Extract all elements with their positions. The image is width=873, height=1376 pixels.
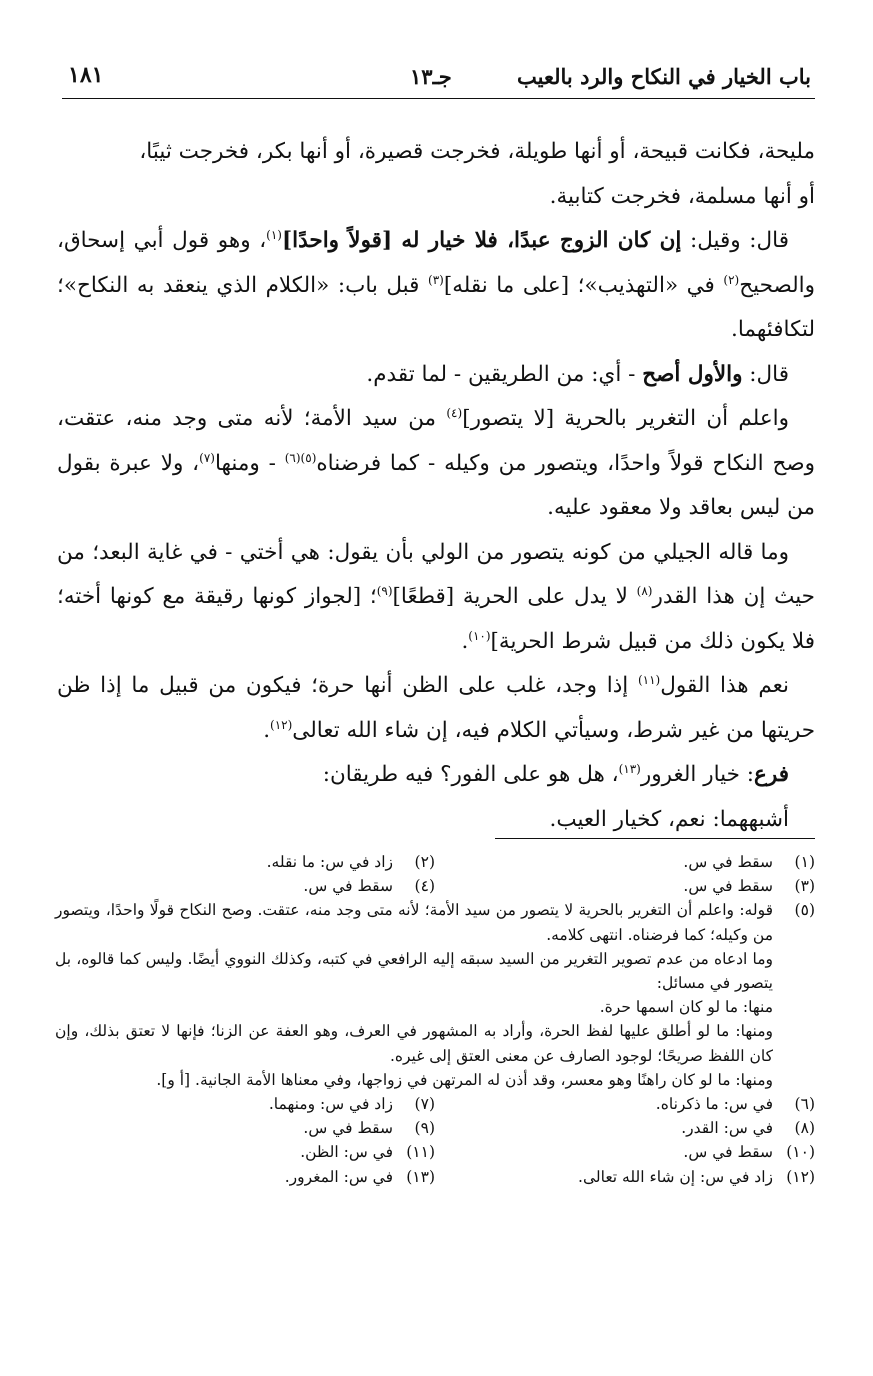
footnote-number: (٥) xyxy=(794,901,815,920)
footnote xyxy=(435,1165,815,1189)
footnote-ref: (٤) xyxy=(446,405,463,420)
footnote-text: وما ادعاه من عدم تصوير التغرير من السيد سبقه إليه الرافعي في كتبه، وكذلك النووي أيضًا. وليس كما قالوه، بل يتصور في مسائل: xyxy=(55,949,773,993)
paragraph-8: أشبههما: نعم، كخيار العيب. xyxy=(549,806,789,832)
bold-text: فرع xyxy=(754,762,789,787)
main-text xyxy=(57,130,815,842)
footnote-number: (١٠) xyxy=(786,1143,815,1162)
footnote-number: (٧) xyxy=(414,1095,435,1114)
text-run: : خيار الغرور xyxy=(640,762,755,787)
footnote-5-cont xyxy=(55,1019,815,1067)
footnote-text: ومنها: ما لو أطلق عليها لفظ الحرة، وأراد به المشهور في العرف، وهو العفة عن الزنا؛ فإنها لا تعتق بذلك، وإن كان اللفظ صريحًا؛ لوجود الصارف عن معنى العتق إلى غيره. xyxy=(55,1022,773,1065)
footnote xyxy=(55,874,435,898)
footnote-text: منها: ما لو كان اسمها حرة. xyxy=(599,998,773,1017)
text-run: ؛ [لجواز كونها رقيقة مع كونها أخته؛ فلا يكون ذلك من قبيل شرط الحرية] xyxy=(57,584,815,654)
paragraph-5 xyxy=(57,531,815,665)
footnote-text: ومنها: ما لو كان راهنًا وهو معسر، وقد أذن له المرتهن في زواجها، وفي معناها الأمة الجانية. [أ و]. xyxy=(156,1070,773,1089)
p1-line1: مليحة، فكانت قبيحة، أو أنها طويلة، فخرجت قصيرة، أو أنها بكر، فخرجت ثيبًا، xyxy=(139,139,815,164)
footnote-text: قوله: واعلم أن التغرير بالحرية لا يتصور من سيد الأمة؛ لأنه متى وجد منه، عتقت. وصح النكاح قولًا واحدًا، ويتصور من وكيله؛ كما فرضناه. انتهى كلامه. xyxy=(55,901,773,944)
footnote xyxy=(435,1140,815,1164)
footnote xyxy=(435,1116,815,1140)
footnote-number: (٣) xyxy=(794,877,815,896)
footnote-number: (٤) xyxy=(414,877,435,896)
paragraph-7 xyxy=(57,753,815,798)
spacer xyxy=(773,1019,815,1067)
footnote-row xyxy=(55,850,815,874)
volume-label: جـ١٣ xyxy=(410,64,452,89)
text-run: لا يدل على الحرية [قطعًا] xyxy=(392,584,637,609)
footnote-number: (١١) xyxy=(406,1143,435,1162)
paragraph-6 xyxy=(57,664,815,753)
text-run: - أي: من الطريقين - لما تقدم. xyxy=(366,361,643,387)
footnote-ref: (٧) xyxy=(199,450,215,465)
footnote-row xyxy=(55,874,815,898)
text-run: من سيد الأمة؛ لأنه متى وجد منه، عتقت، وصح النكاح قولاً واحدًا، ويتصور من وكيله - كما فرضناه xyxy=(57,406,816,476)
bold-text: والأول أصح xyxy=(642,361,743,387)
footnote-row xyxy=(55,1140,815,1164)
footnote-row xyxy=(55,1116,815,1140)
footnote xyxy=(435,1092,815,1116)
footnote-text: في س: الظن. xyxy=(300,1143,393,1162)
paragraph-3 xyxy=(57,353,815,398)
text-run: ، هل هو على الفور؟ فيه طريقان: xyxy=(322,762,619,787)
footnote-row xyxy=(55,1092,815,1116)
footnote-number: (٨) xyxy=(794,1119,815,1138)
footnote xyxy=(55,1092,435,1116)
footnote-ref: (١١) xyxy=(637,672,661,687)
footnote-separator xyxy=(495,838,815,839)
header-rule xyxy=(62,98,815,99)
footnote xyxy=(55,850,435,874)
text-run: إذا وجد، غلب على الظن أنها حرة؛ فيكون من قبيل ما إذا ظن حريتها من غير شرط، وسيأتي الكلام فيه، إن شاء الله تعالى xyxy=(57,673,815,743)
spacer xyxy=(773,947,815,995)
text-run: ، ولا عبرة بقول من ليس بعاقد ولا معقود عليه. xyxy=(57,450,815,520)
paragraph-4 xyxy=(57,397,815,531)
footnote-text: سقط في س. xyxy=(303,877,393,896)
paragraph-2 xyxy=(57,219,815,353)
bold-text: إن كان الزوج عبدًا، فلا خيار له [قولاً واحدًا] xyxy=(281,228,682,253)
footnote-text: زاد في س: إن شاء الله تعالى. xyxy=(578,1167,773,1186)
footnote-number: (١) xyxy=(794,853,815,871)
text-run: واعلم أن التغرير بالحرية [لا يتصور] xyxy=(462,406,790,431)
paragraph-1 xyxy=(57,130,815,219)
footnote-text: في س: ما ذكرناه. xyxy=(655,1095,773,1114)
footnote-ref: (١٣) xyxy=(618,761,641,776)
text-run: . xyxy=(461,628,469,654)
footnote-5 xyxy=(55,898,815,946)
footnote-ref: (١٠) xyxy=(468,628,491,643)
footnote-number: (٦) xyxy=(794,1095,815,1114)
text-run: وما قاله الجيلي من كونه يتصور من الولي بأن يقول: هي أختي - في غاية البعد؛ من حيث إن هذا القدر xyxy=(57,539,815,609)
footnote-number: (٩) xyxy=(414,1119,435,1138)
spacer xyxy=(773,1068,815,1092)
text-run: ، وهو قول أبي إسحاق، والصحيح xyxy=(57,228,816,298)
footnote-text: سقط في س. xyxy=(683,877,773,896)
text-run: في «التهذيب»؛ [على ما نقله] xyxy=(443,272,724,298)
p1-line2: أو أنها مسلمة، فخرجت كتابية. xyxy=(549,183,815,209)
footnote-ref: (١٢) xyxy=(270,717,293,732)
footnote-text: زاد في س: ومنهما. xyxy=(268,1095,393,1114)
footnote-text: سقط في س. xyxy=(303,1119,393,1138)
footnote-ref: (٥)(٦) xyxy=(284,450,317,465)
footnote-ref: (٢) xyxy=(723,272,740,287)
footnote-5-cont xyxy=(55,1068,815,1092)
footnote-text: في س: القدر. xyxy=(681,1119,773,1138)
footnote-row xyxy=(55,1165,815,1189)
footnote-ref: (٩) xyxy=(376,583,393,598)
running-header-title: باب الخيار في النكاح والرد بالعيب xyxy=(517,64,811,89)
text-run: قال: وقيل: xyxy=(681,228,789,253)
text-run: - ومنها xyxy=(214,450,285,476)
footnote-ref: (٨) xyxy=(636,583,653,598)
footnotes xyxy=(55,850,815,1189)
page-number: ١٨١ xyxy=(68,62,104,88)
footnote-text: سقط في س. xyxy=(683,853,773,871)
footnote-ref: (٣) xyxy=(428,272,444,287)
footnote xyxy=(55,1116,435,1140)
footnote xyxy=(435,874,815,898)
footnote-text: في س: المغرور. xyxy=(284,1167,393,1186)
footnote-number: (١٣) xyxy=(406,1167,435,1186)
footnote xyxy=(435,850,815,874)
footnote xyxy=(55,1165,435,1189)
footnote-5-cont xyxy=(55,947,815,995)
spacer xyxy=(773,995,815,1019)
footnote-5-cont xyxy=(55,995,815,1019)
footnote-text: زاد في س: ما نقله. xyxy=(266,853,393,871)
text-run: نعم هذا القول xyxy=(660,673,789,698)
text-run: قبل باب: «الكلام الذي ينعقد به النكاح»؛ لتكافئهما. xyxy=(57,272,815,342)
footnote-number: (٢) xyxy=(414,853,435,871)
footnote xyxy=(55,1140,435,1164)
footnote-ref: (١) xyxy=(266,227,282,242)
text-run: قال: xyxy=(742,361,789,387)
footnote-number: (١٢) xyxy=(786,1167,815,1186)
footnote-text: سقط في س. xyxy=(683,1143,773,1162)
text-run: . xyxy=(263,717,271,743)
